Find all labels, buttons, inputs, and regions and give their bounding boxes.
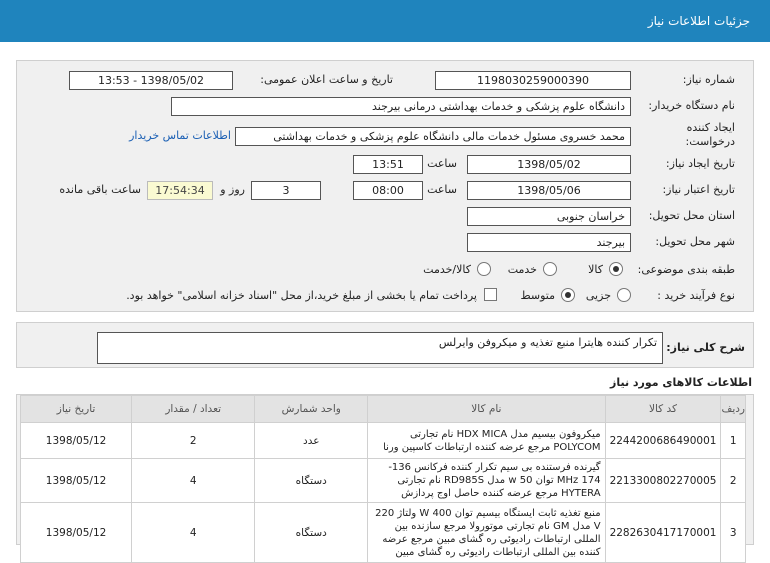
description-label: شرح کلی نیاز: bbox=[666, 341, 745, 354]
cell-qty: 4 bbox=[132, 503, 255, 563]
cell-row: 1 bbox=[721, 423, 746, 459]
create-date-label: تاریخ ایجاد نیاز: bbox=[665, 157, 735, 170]
cell-code: 2244200686490001 bbox=[605, 423, 721, 459]
treasury-payment-checkbox[interactable] bbox=[484, 288, 497, 301]
requester-label-line1: ایجاد کننده bbox=[686, 121, 735, 134]
announce-datetime-label: تاریخ و ساعت اعلان عمومی: bbox=[260, 73, 393, 86]
process-radio-medium[interactable] bbox=[561, 288, 575, 302]
validity-date-label: تاریخ اعتبار نیاز: bbox=[662, 183, 735, 196]
table-row[interactable] bbox=[21, 423, 746, 459]
category-label: طبقه بندی موضوعی: bbox=[637, 263, 735, 276]
requester-label-line2: درخواست: bbox=[685, 135, 735, 148]
remaining-time-label: ساعت باقی مانده bbox=[59, 183, 141, 196]
cell-row: 3 bbox=[721, 503, 746, 563]
col-row: ردیف bbox=[721, 396, 746, 423]
col-name: نام کالا bbox=[368, 396, 605, 423]
table-row[interactable] bbox=[21, 503, 746, 563]
col-code: کد کالا bbox=[605, 396, 721, 423]
buyer-contact-link[interactable]: اطلاعات تماس خریدار bbox=[129, 129, 231, 142]
col-date: تاریخ نیاز bbox=[21, 396, 132, 423]
cell-date: 1398/05/12 bbox=[21, 503, 132, 563]
cell-qty: 4 bbox=[132, 459, 255, 503]
cell-code: 2282630417170001 bbox=[605, 503, 721, 563]
create-time-field: 13:51 bbox=[353, 155, 423, 174]
validity-date-field: 1398/05/06 bbox=[467, 181, 631, 200]
days-and-label: روز و bbox=[220, 183, 245, 196]
cell-code: 2213300802270005 bbox=[605, 459, 721, 503]
col-unit: واحد شمارش bbox=[255, 396, 368, 423]
category-option-goods-service: کالا/خدمت bbox=[423, 263, 471, 276]
announce-datetime-field: 1398/05/02 - 13:53 bbox=[69, 71, 233, 90]
need-number-field: 1198030259000390 bbox=[435, 71, 631, 90]
process-option-medium: متوسط bbox=[520, 289, 555, 302]
validity-time-field: 08:00 bbox=[353, 181, 423, 200]
treasury-payment-note: پرداخت تمام یا بخشی از مبلغ خرید،از محل "اسناد خزانه اسلامی" خواهد بود. bbox=[126, 289, 477, 302]
purchase-process-label: نوع فرآیند خرید : bbox=[657, 289, 735, 302]
province-field: خراسان جنوبی bbox=[467, 207, 631, 226]
buyer-org-label: نام دستگاه خریدار: bbox=[648, 99, 735, 112]
table-header-row bbox=[21, 396, 746, 423]
page-header bbox=[0, 0, 770, 42]
description-field: تکرار کننده هایترا منبع تغذیه و میکروفن وایرلس bbox=[97, 332, 663, 364]
city-label: شهر محل تحویل: bbox=[655, 235, 735, 248]
items-table-panel bbox=[16, 394, 754, 558]
category-radio-goods-service[interactable] bbox=[477, 262, 491, 276]
category-option-goods: کالا bbox=[588, 263, 603, 276]
col-qty: تعداد / مقدار bbox=[132, 396, 255, 423]
cell-qty: 2 bbox=[132, 423, 255, 459]
buyer-org-field: دانشگاه علوم پزشکی و خدمات بهداشتی درمانی بیرجند bbox=[171, 97, 631, 116]
category-option-service: خدمت bbox=[507, 263, 537, 276]
cell-date: 1398/05/12 bbox=[21, 423, 132, 459]
create-date-field: 1398/05/02 bbox=[467, 155, 631, 174]
description-panel bbox=[16, 322, 754, 368]
cell-row: 2 bbox=[721, 459, 746, 503]
process-option-minor: جزیی bbox=[585, 289, 611, 302]
requester-field: محمد خسروی مسئول خدمات مالی دانشگاه علوم پزشکی و خدمات بهداشتی bbox=[235, 127, 631, 146]
page-title: جزئیات اطلاعات نیاز bbox=[647, 14, 750, 28]
items-section-title: اطلاعات کالاهای مورد نیاز bbox=[610, 376, 752, 389]
province-label: استان محل تحویل: bbox=[648, 209, 735, 222]
category-radio-service[interactable] bbox=[543, 262, 557, 276]
cell-name: گیرنده فرستنده بی سیم تکرار کننده فرکانس 136-174 MHz توان 50 w مدل RD985S نام تجارتی HYTERA مرجع عرضه کننده حاصل اوج پردازش bbox=[368, 459, 605, 503]
create-time-label: ساعت bbox=[427, 157, 457, 170]
cell-unit: عدد bbox=[255, 423, 368, 459]
items-table bbox=[20, 395, 746, 563]
cell-date: 1398/05/12 bbox=[21, 459, 132, 503]
category-radio-goods[interactable] bbox=[609, 262, 623, 276]
validity-time-label: ساعت bbox=[427, 183, 457, 196]
need-details-panel bbox=[16, 60, 754, 312]
validity-days-field: 3 bbox=[251, 181, 321, 200]
remaining-time-field: 17:54:34 bbox=[147, 181, 213, 200]
cell-unit: دستگاه bbox=[255, 459, 368, 503]
table-row[interactable] bbox=[21, 459, 746, 503]
city-field: بیرجند bbox=[467, 233, 631, 252]
cell-name: میکروفون بیسیم مدل HDX MICA نام تجارتی POLYCOM مرجع عرضه کننده ارتباطات کاسپین ورنا bbox=[368, 423, 605, 459]
cell-unit: دستگاه bbox=[255, 503, 368, 563]
cell-name: منبع تغذیه ثابت ایستگاه بیسیم توان 400 W ولتاژ 220 V مدل GM نام تجارتی موتورولا مرجع سازنده بین المللی ارتباطات رادیوئی ره گشای مبین مرجع عرضه کننده بین المللی ارتباطات رادیوئی ره گشای مبین bbox=[368, 503, 605, 563]
process-radio-minor[interactable] bbox=[617, 288, 631, 302]
need-number-label: شماره نیاز: bbox=[682, 73, 735, 86]
